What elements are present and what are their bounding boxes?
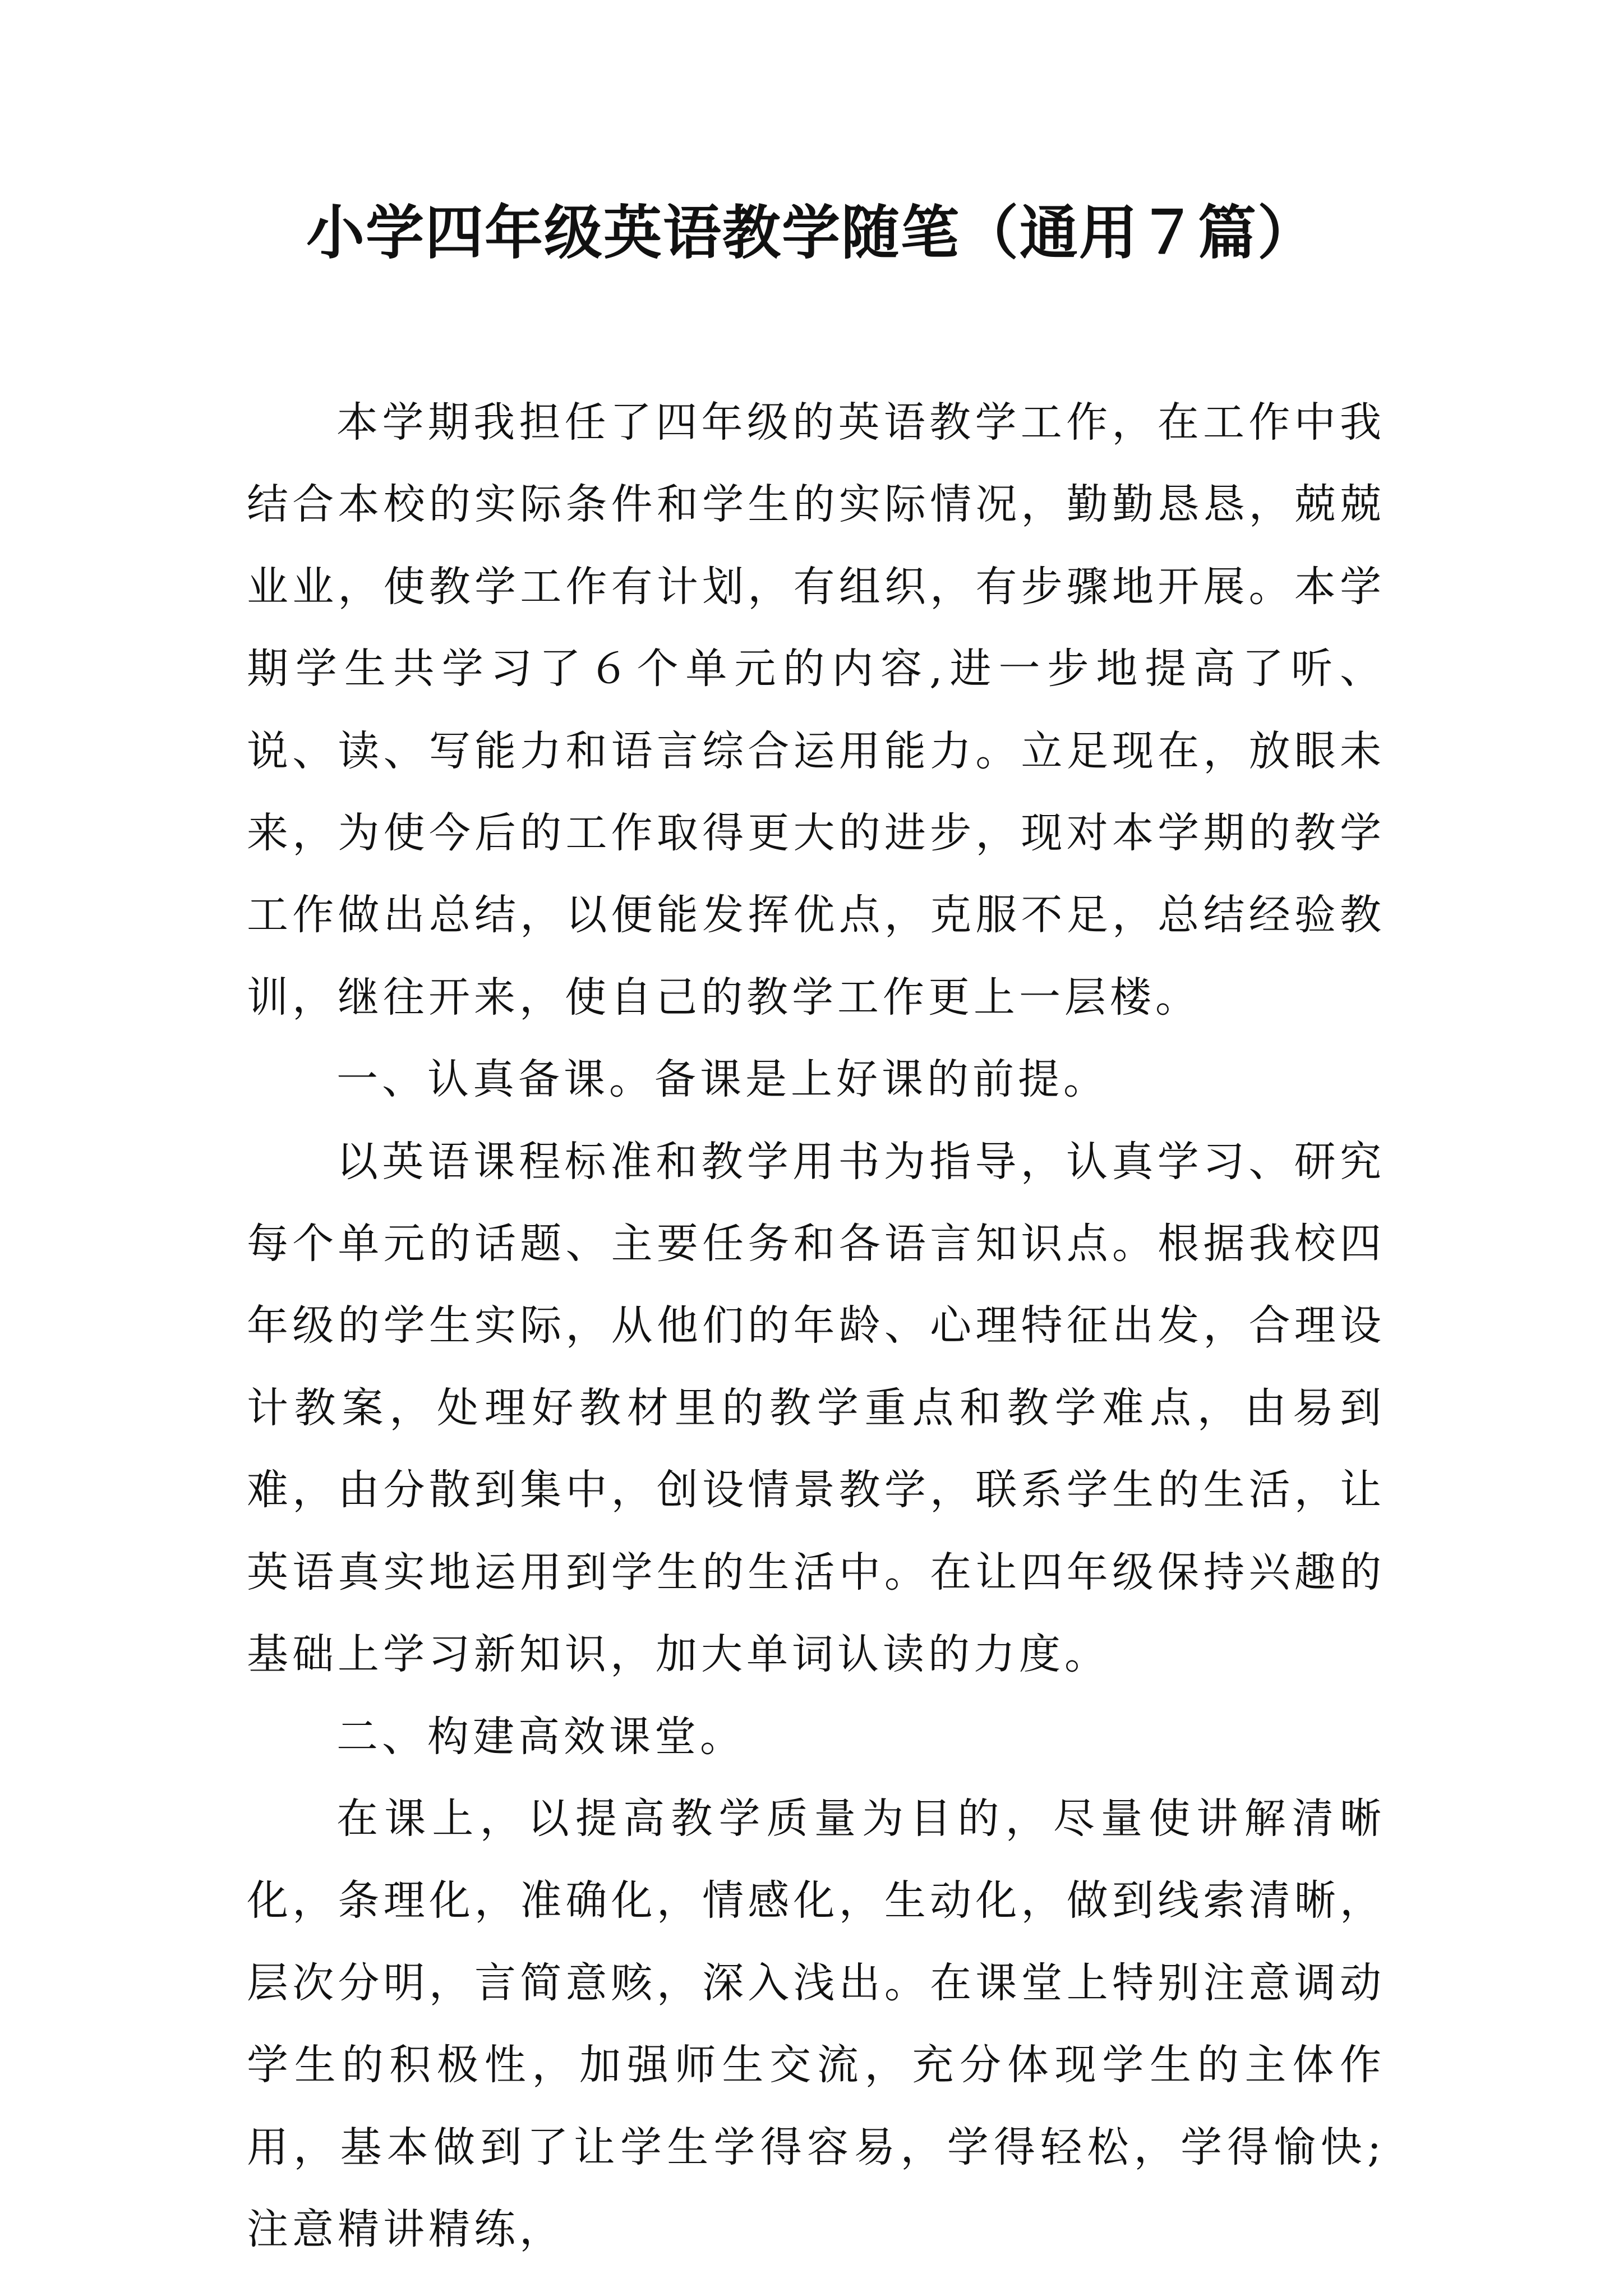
section-body-1: 以英语课程标准和教学用书为指导，认真学习、研究每个单元的话题、主要任务和各语言知识点。根据我校四年级的学生实际，从他们的年龄、心理特征出发，合理设计教案，处理好教材里的教学重点和教学难点，由易到难，由分散到集中，创设情景教学，联系学生的生活，让英语真实地运用到学生的生活中。在让四年级保持兴趣的基础上学习新知识，加大单词认读的力度。 [247, 1137, 1385, 1679]
intro-paragraph: 本学期我担任了四年级的英语教学工作，在工作中我结合本校的实际条件和学生的实际情况，勤勤恳恳，兢兢业业，使教学工作有计划，有组织，有步骤地开展。本学期学生共学习了６个单元的内容,进一步地提高了听、说、读、写能力和语言综合运用能力。立足现在，放眼未来，为使今后的工作取得更大的进步，现对本学期的教学工作做出总结，以便能发挥优点，克服不足，总结经验教训，继往开来，使自己的教学工作更上一层楼。 [247, 398, 1385, 1022]
document-title: 小学四年级英语教学随笔（通用７篇） [306, 198, 1317, 267]
section-heading-2: 二、构建高效课堂。 [336, 1712, 745, 1761]
section-heading-1: 一、认真备课。备课是上好课的前提。 [336, 1055, 1109, 1104]
section-body-2: 在课上，以提高教学质量为目的，尽量使讲解清晰化，条理化，准确化，情感化，生动化，做到线索清晰，层次分明，言简意赅，深入浅出。在课堂上特别注意调动学生的积极性，加强师生交流，充分体现学生的主体作用，基本做到了让学生学得容易，学得轻松，学得愉快;注意精讲精练， [247, 1794, 1385, 2253]
document-body [247, 381, 1385, 2270]
